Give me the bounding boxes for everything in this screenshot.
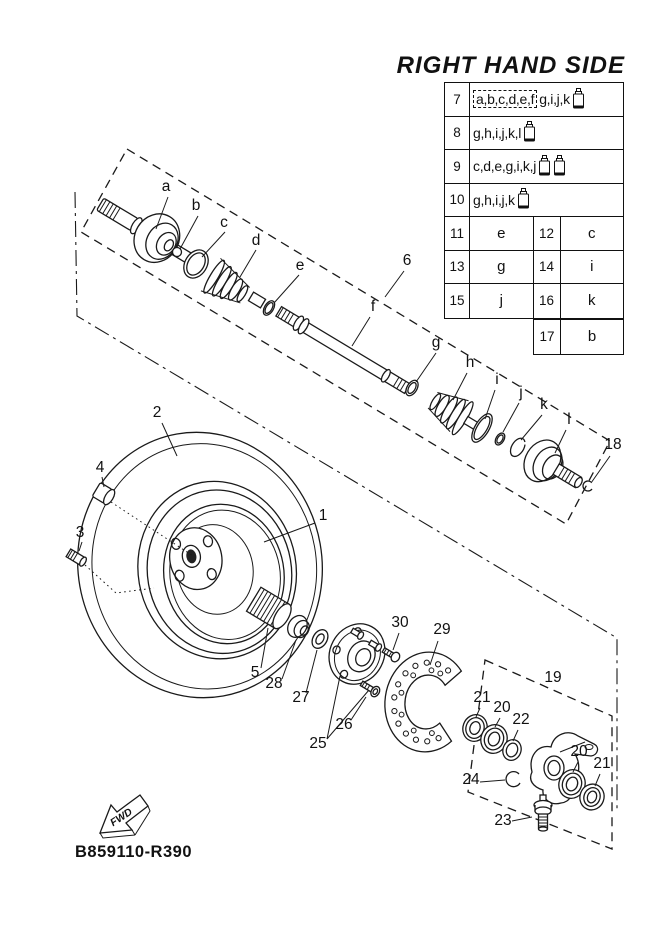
group-text: g,i,j,k <box>539 91 570 108</box>
callout-4: 4 <box>95 459 105 476</box>
shaft-stub <box>248 292 265 308</box>
circlip <box>506 772 520 787</box>
callout-d: d <box>251 232 261 249</box>
table-ref-cell: 14 <box>534 251 561 284</box>
callout-27: 27 <box>292 689 310 706</box>
callout-26: 26 <box>335 716 353 733</box>
group-text: g,h,i,j,k <box>473 191 515 208</box>
brake-disc-guard <box>378 647 463 756</box>
table-letter-cell: g <box>470 251 534 284</box>
callout-l: l <box>567 411 571 428</box>
callout-22: 22 <box>512 711 530 728</box>
callout-6: 6 <box>402 252 412 269</box>
table-ref-cell: 9 <box>445 150 470 183</box>
page-title: RIGHT HAND SIDE <box>396 52 625 79</box>
callout-h: h <box>465 354 475 371</box>
hub-bolt <box>359 679 382 699</box>
callout-19: 19 <box>544 669 562 686</box>
callout-b: b <box>191 197 201 214</box>
table-ref-cell: 17 <box>534 320 561 354</box>
callout-21b: 21 <box>593 755 611 772</box>
table-ref-cell: 10 <box>445 184 470 217</box>
outer-cv-joint <box>517 433 593 503</box>
table-ref-cell: 8 <box>445 117 470 150</box>
snap-ring <box>507 436 528 459</box>
callout-23: 23 <box>494 812 512 829</box>
washer <box>309 627 331 651</box>
callout-18: 18 <box>604 436 622 453</box>
boxed-group: a,b,c,d,e,f <box>473 90 537 108</box>
callout-g: g <box>431 334 441 351</box>
callout-3: 3 <box>75 524 85 541</box>
callout-28: 28 <box>265 675 283 692</box>
table-ref-cell: 12 <box>534 217 561 250</box>
table-ref-cell: 7 <box>445 83 470 116</box>
callout-24: 24 <box>462 771 480 788</box>
table-ref-cell: 13 <box>445 251 470 284</box>
table-letter-cell: e <box>470 217 534 250</box>
callout-k: k <box>540 396 548 413</box>
callout-25: 25 <box>309 735 327 752</box>
callout-i: i <box>495 371 499 388</box>
callout-c: c <box>220 214 228 231</box>
callout-5: 5 <box>250 664 260 681</box>
callout-30: 30 <box>391 614 409 631</box>
table-letter-cell: j <box>470 284 534 318</box>
table-letter-cell: i <box>590 258 594 276</box>
fwd-label: FWD <box>108 805 135 830</box>
table-letter-cell: c <box>588 224 596 242</box>
callout-f: f <box>370 298 376 315</box>
callout-21: 21 <box>473 689 491 706</box>
axle-clip <box>583 481 592 491</box>
callout-e: e <box>295 257 305 274</box>
drive-shaft <box>274 304 411 396</box>
fwd-arrow-icon <box>100 795 150 838</box>
wheel-hub <box>319 614 396 694</box>
table-ref-cell: 15 <box>445 284 470 318</box>
callout-1: 1 <box>318 507 328 524</box>
group-text: c,d,e,g,i,k,j <box>473 158 537 175</box>
clip-ring <box>493 431 507 446</box>
group-text: g,h,i,j,k,l <box>473 124 522 141</box>
callout-29: 29 <box>433 621 451 638</box>
callout-20b: 20 <box>570 743 588 760</box>
callout-20: 20 <box>493 699 511 716</box>
callout-j: j <box>519 384 523 401</box>
table-ref-cell: 16 <box>534 284 561 318</box>
table-letter-cell: b <box>587 328 597 346</box>
cv-boot-outer <box>423 384 476 437</box>
callout-2: 2 <box>152 404 162 421</box>
table-letter-cell: k <box>588 292 596 310</box>
drawing-code: B859110-R390 <box>75 843 193 861</box>
table-ref-cell: 11 <box>445 217 470 250</box>
callout-a: a <box>161 178 171 195</box>
inner-cv-joint <box>87 183 188 271</box>
